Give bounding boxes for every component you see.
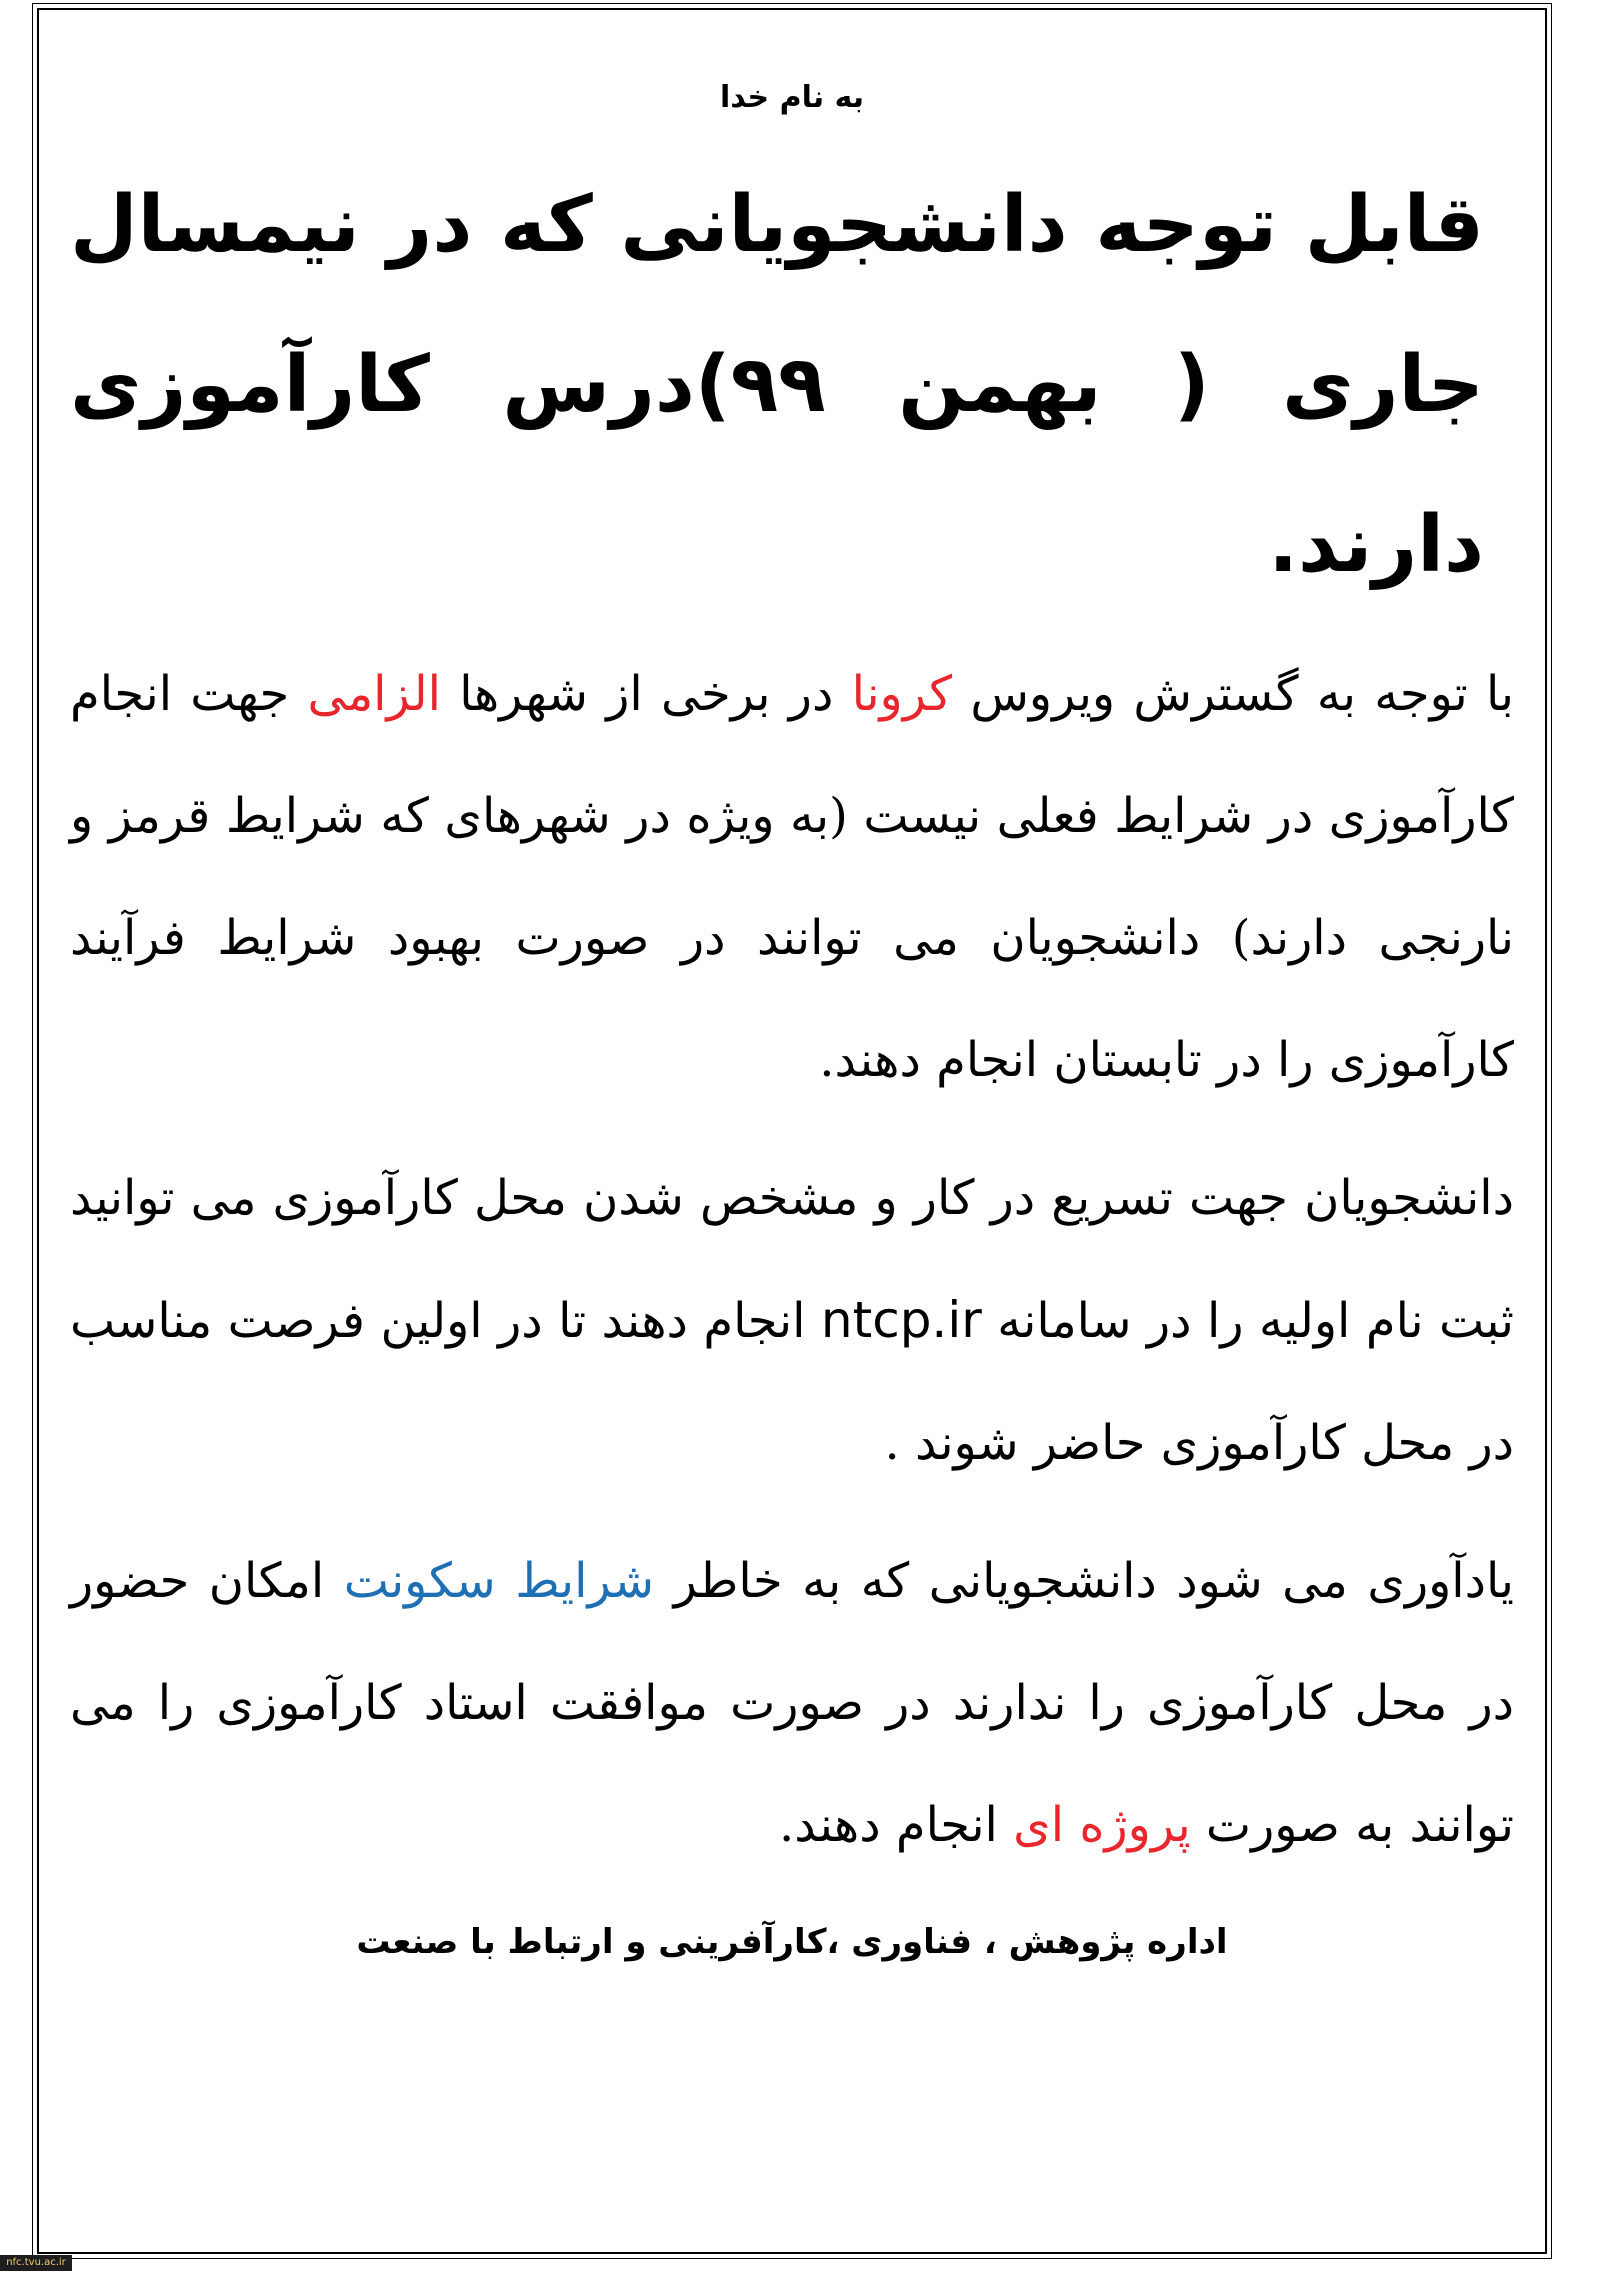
- highlight-mandatory: الزامی: [307, 666, 441, 722]
- paragraph-project-option: [70, 1520, 1514, 1886]
- paragraph1-text-b: در برخی از شهرها: [440, 666, 852, 722]
- paragraph3-text-a: یادآوری می شود دانشجویانی که به خاطر: [654, 1553, 1515, 1609]
- paragraph2-text-a: دانشجویان جهت تسریع در کار و مشخص شدن محل کارآموزی می توانید ثبت نام اولیه را در سامانه: [70, 1170, 1515, 1349]
- paragraph1-text-a: با توجه به گسترش ویروس: [952, 666, 1514, 722]
- paragraph3-text-b: امکان حضور در محل کارآموزی را ندارند در صورت موافقت استاد کارآموزی را می توانند به صورت: [70, 1553, 1514, 1853]
- highlight-residence-conditions: شرایط سکونت: [343, 1553, 655, 1609]
- announcement-title: قابل توجه دانشجویانی که در نیمسال جاری ( بهمن ۹۹)درس کارآموزی دارند.: [70, 180, 1484, 590]
- paragraph-corona-notice: [70, 633, 1514, 1121]
- highlight-corona: کرونا: [851, 666, 953, 722]
- highlight-project: پروژه ای: [1013, 1797, 1191, 1853]
- paragraph1-text-c: جهت انجام کارآموزی در شرایط فعلی نیست (به ویژه در شهرهای که شرایط قرمز و نارنجی دارند) دانشجویان می توانند در صورت بهبود شرایط فرآیند کارآموزی را در تابستان انجام دهند.: [70, 666, 1515, 1088]
- paragraph-registration: [70, 1137, 1514, 1504]
- paragraph2-text-b: انجام دهند تا در اولین فرصت مناسب در محل کارآموزی حاضر شوند .: [70, 1293, 1514, 1471]
- site-watermark: nfc.tvu.ac.ir: [0, 2255, 72, 2271]
- paragraph3-text-c: انجام دهند.: [778, 1797, 1014, 1853]
- registration-site-link[interactable]: ntcp.ir: [820, 1291, 982, 1349]
- office-signature: اداره پژوهش ، فناوری ،کارآفرینی و ارتباط با صنعت: [356, 1922, 1228, 1962]
- announcement-document: [70, 60, 1514, 1962]
- basmala-heading: به نام خدا: [719, 80, 865, 115]
